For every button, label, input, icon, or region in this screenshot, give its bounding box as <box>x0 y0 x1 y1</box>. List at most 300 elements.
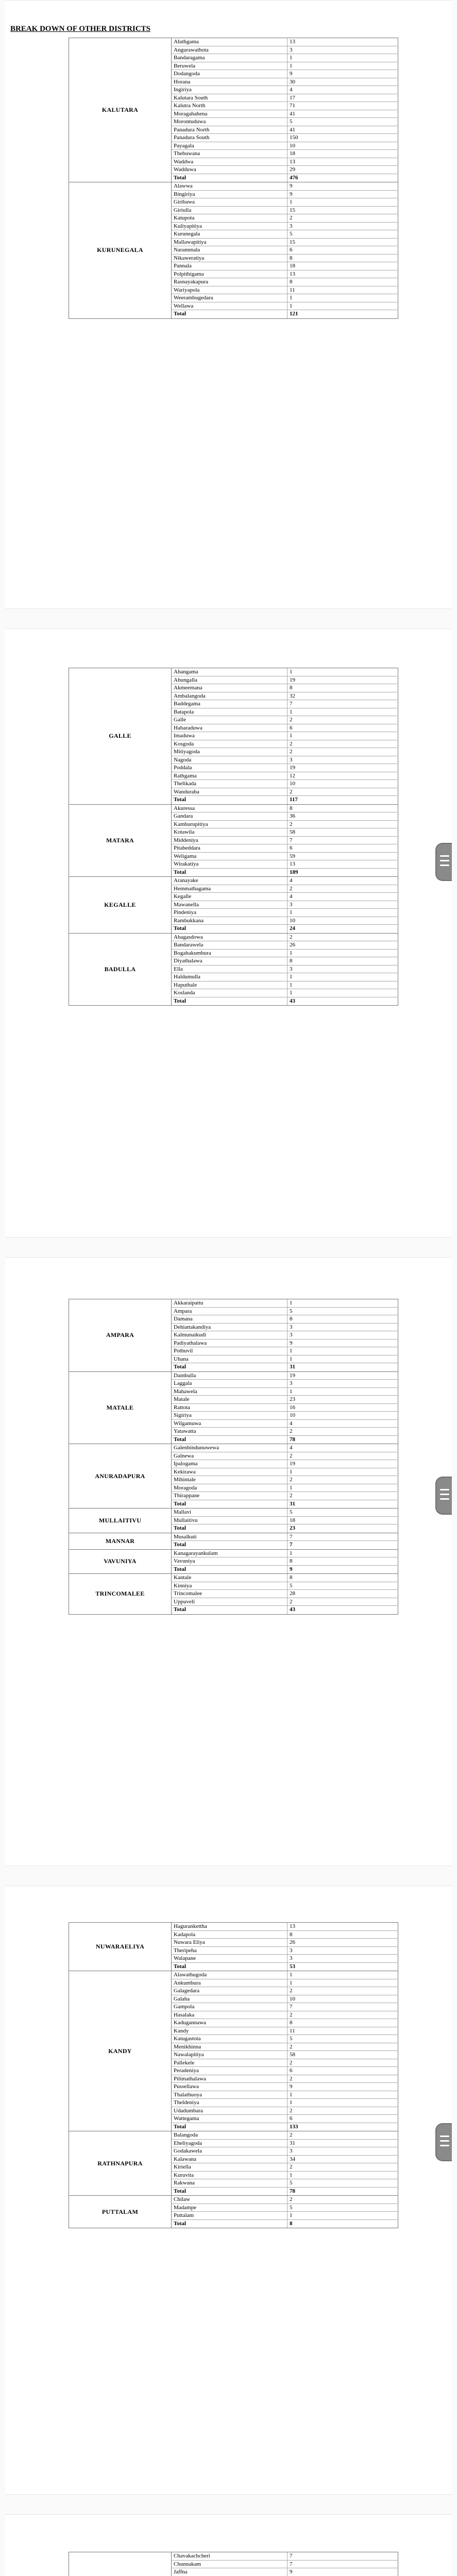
area-count: 1 <box>287 62 398 70</box>
table-row <box>172 1404 398 1412</box>
area-count: 2 <box>287 1476 398 1484</box>
table-row <box>172 1380 398 1388</box>
area-count: 7 <box>287 2561 398 2568</box>
area-count: 2 <box>287 788 398 796</box>
table-row <box>172 255 398 263</box>
table-row <box>172 1517 398 1525</box>
total-row <box>172 997 398 1006</box>
area-name: Panadura South <box>172 134 287 142</box>
table-row <box>172 893 398 901</box>
area-count: 150 <box>287 134 398 142</box>
district-rows <box>172 1533 398 1549</box>
area-name: Madampe <box>172 2204 287 2212</box>
area-name: Thebuwana <box>172 150 287 158</box>
area-count: 2 <box>287 821 398 828</box>
area-count: 1 <box>287 950 398 957</box>
district-name: KURUNEGALA <box>69 182 172 318</box>
area-name: Habaraduwa <box>172 724 287 732</box>
total-value: 43 <box>287 997 398 1006</box>
area-count: 3 <box>287 1324 398 1331</box>
document-title: BREAK DOWN OF OTHER DISTRICTS <box>10 25 150 33</box>
area-count: 3 <box>287 756 398 764</box>
area-count: 3 <box>287 901 398 909</box>
area-name: Ahangama <box>172 668 287 676</box>
table-row <box>172 941 398 950</box>
table-row <box>172 692 398 701</box>
table-row <box>172 2204 398 2212</box>
table-row <box>172 1590 398 1598</box>
table-row <box>172 270 398 279</box>
area-count: 8 <box>287 957 398 965</box>
area-count: 8 <box>287 278 398 286</box>
area-count: 6 <box>287 2067 398 2075</box>
table-row <box>172 62 398 71</box>
table-row <box>172 1331 398 1340</box>
table-row <box>172 901 398 909</box>
table-row <box>172 78 398 87</box>
district-group <box>69 1299 398 1371</box>
total-row <box>172 1500 398 1509</box>
table-row <box>172 286 398 295</box>
table-row <box>172 805 398 813</box>
table-row <box>172 1533 398 1541</box>
district-group <box>69 1508 398 1533</box>
district-rows <box>172 1971 398 2131</box>
area-count: 2 <box>287 1987 398 1995</box>
area-count: 2 <box>287 934 398 941</box>
area-count: 32 <box>287 692 398 700</box>
table-row <box>172 2091 398 2099</box>
area-count: 9 <box>287 70 398 78</box>
area-name: Wadduwa <box>172 166 287 174</box>
table-row <box>172 748 398 756</box>
table-row <box>172 812 398 821</box>
total-label: Total <box>172 1566 287 1574</box>
district-name: GALLE <box>69 668 172 804</box>
area-count: 4 <box>287 893 398 901</box>
area-name: Kegalle <box>172 893 287 901</box>
area-name: Galle <box>172 716 287 724</box>
side-menu-button[interactable] <box>435 843 452 881</box>
area-name: Sigiriya <box>172 1412 287 1419</box>
total-label: Total <box>172 2123 287 2131</box>
area-count: 7 <box>287 2552 398 2560</box>
area-count: 3 <box>287 965 398 973</box>
area-name: Galnewa <box>172 1452 287 1460</box>
area-count: 1 <box>287 1550 398 1557</box>
area-name: Pussellawa <box>172 2083 287 2091</box>
area-count: 34 <box>287 2156 398 2163</box>
total-row <box>172 1963 398 1971</box>
area-count: 1 <box>287 1484 398 1492</box>
total-value: 117 <box>287 796 398 804</box>
table-row <box>172 716 398 724</box>
area-name: Abagasdowa <box>172 934 287 941</box>
district-group <box>69 2552 398 2576</box>
area-name: Rathgama <box>172 772 287 780</box>
area-name: Panadura North <box>172 126 287 134</box>
menu-lines-icon <box>440 2136 449 2149</box>
area-name: Polpithigama <box>172 270 287 278</box>
area-count: 9 <box>287 2083 398 2091</box>
table-row <box>172 2067 398 2075</box>
table-row <box>172 142 398 150</box>
table-row <box>172 2552 398 2561</box>
table-row <box>172 732 398 740</box>
table-row <box>172 198 398 207</box>
area-name: Chilaw <box>172 2196 287 2204</box>
area-count: 26 <box>287 1939 398 1946</box>
table-row <box>172 2059 398 2067</box>
area-count: 19 <box>287 764 398 772</box>
area-name: Aranayake <box>172 877 287 885</box>
area-name: Mitiyagoda <box>172 748 287 756</box>
area-name: Peradeniya <box>172 2067 287 2075</box>
area-name: Akuressa <box>172 805 287 812</box>
district-name: MULLAITIVU <box>69 1509 172 1533</box>
area-name: Galenbindunuwewa <box>172 1444 287 1452</box>
table-row <box>172 1468 398 1477</box>
table-row <box>172 1372 398 1380</box>
area-name: Uhana <box>172 1355 287 1363</box>
area-count: 1 <box>287 1468 398 1476</box>
area-count: 2 <box>287 716 398 724</box>
area-name: Bogahakumbura <box>172 950 287 957</box>
area-count: 9 <box>287 182 398 190</box>
total-label: Total <box>172 1541 287 1549</box>
table-row <box>172 230 398 239</box>
table-row <box>172 2179 398 2188</box>
area-count: 2 <box>287 2011 398 2019</box>
table-row <box>172 102 398 110</box>
area-count: 8 <box>287 1557 398 1565</box>
table-row <box>172 2212 398 2220</box>
area-count: 13 <box>287 38 398 46</box>
area-count: 12 <box>287 772 398 780</box>
district-rows <box>172 2552 398 2576</box>
area-count: 7 <box>287 700 398 708</box>
area-name: Waddwa <box>172 158 287 166</box>
table-row <box>172 2043 398 2052</box>
district-name: KEGALLE <box>69 877 172 933</box>
area-count: 8 <box>287 1574 398 1582</box>
district-name <box>69 2552 172 2576</box>
total-value: 78 <box>287 1436 398 1444</box>
table-row <box>172 1452 398 1461</box>
district-group <box>69 668 398 804</box>
table-row <box>172 262 398 270</box>
area-name: Ipalogama <box>172 1460 287 1468</box>
table-row <box>172 1388 398 1396</box>
area-name: Nawalapitiya <box>172 2051 287 2059</box>
area-name: Mawanella <box>172 901 287 909</box>
total-row <box>172 2220 398 2228</box>
area-name: Giribawa <box>172 198 287 206</box>
table-row <box>172 2172 398 2180</box>
district-rows <box>172 668 398 804</box>
table-row <box>172 38 398 46</box>
area-name: Mallawapitiya <box>172 239 287 246</box>
district-name: KANDY <box>69 1971 172 2131</box>
district-group <box>69 1371 398 1444</box>
area-name: Diyathalawa <box>172 957 287 965</box>
district-rows <box>172 1574 398 1614</box>
area-count: 3 <box>287 2147 398 2155</box>
total-value: 24 <box>287 925 398 933</box>
district-group <box>69 1549 398 1574</box>
area-count: 10 <box>287 1995 398 2003</box>
total-row <box>172 2188 398 2196</box>
table-row <box>172 917 398 925</box>
area-count: 58 <box>287 2051 398 2059</box>
area-count: 5 <box>287 2035 398 2043</box>
area-name: Wellawa <box>172 302 287 310</box>
area-name: Pilimathalawa <box>172 2075 287 2083</box>
area-count: 4 <box>287 877 398 885</box>
area-count: 3 <box>287 1947 398 1955</box>
total-label: Total <box>172 1363 287 1371</box>
area-name: Balangoda <box>172 2131 287 2139</box>
area-count: 1 <box>287 1355 398 1363</box>
table-row <box>172 1347 398 1355</box>
total-label: Total <box>172 1963 287 1971</box>
area-name: Dodangoda <box>172 70 287 78</box>
area-name: Theripeha <box>172 1947 287 1955</box>
table-row <box>172 1355 398 1364</box>
area-name: Wirakatiya <box>172 860 287 868</box>
district-name: ANURADAPURA <box>69 1444 172 1508</box>
area-name: Kandy <box>172 2027 287 2035</box>
area-name: Wanduraba <box>172 788 287 796</box>
area-name: Poddala <box>172 764 287 772</box>
area-count: 2 <box>287 1428 398 1435</box>
area-count: 1 <box>287 981 398 989</box>
area-count: 5 <box>287 1582 398 1590</box>
district-table <box>69 1922 398 2228</box>
area-name: Alawwa <box>172 182 287 190</box>
table-row <box>172 1598 398 1606</box>
table-row <box>172 965 398 974</box>
area-name: Wattegama <box>172 2115 287 2123</box>
area-name: Theldeniya <box>172 2099 287 2107</box>
table-row <box>172 302 398 311</box>
area-count: 8 <box>287 255 398 262</box>
total-label: Total <box>172 1524 287 1533</box>
district-rows <box>172 2131 398 2195</box>
area-count: 41 <box>287 110 398 118</box>
district-name: PUTTALAM <box>69 2196 172 2228</box>
area-name: Kekirawa <box>172 1468 287 1476</box>
area-count: 2 <box>287 2075 398 2083</box>
area-count: 5 <box>287 230 398 238</box>
district-name: BADULLA <box>69 934 172 1006</box>
area-name: Galaha <box>172 1995 287 2003</box>
district-group <box>69 876 398 933</box>
table-row <box>172 1315 398 1324</box>
table-row <box>172 788 398 796</box>
table-row <box>172 957 398 965</box>
table-row <box>172 1923 398 1931</box>
area-name: Walapane <box>172 1955 287 1962</box>
district-name: MATARA <box>69 805 172 877</box>
total-value: 7 <box>287 1541 398 1549</box>
side-menu-button[interactable] <box>435 2123 452 2161</box>
total-label: Total <box>172 1500 287 1509</box>
table-row <box>172 668 398 676</box>
table-row <box>172 54 398 62</box>
district-name: MATALE <box>69 1372 172 1444</box>
district-name: RATHNAPURA <box>69 2131 172 2195</box>
area-name: Bandaragama <box>172 54 287 62</box>
area-name: Matale <box>172 1396 287 1403</box>
table-row <box>172 837 398 845</box>
table-row <box>172 2131 398 2140</box>
area-count: 5 <box>287 1308 398 1315</box>
area-count: 26 <box>287 941 398 949</box>
area-count: 2 <box>287 2059 398 2067</box>
total-value: 31 <box>287 1363 398 1371</box>
area-name: Baddegama <box>172 700 287 708</box>
area-name: Batapola <box>172 708 287 716</box>
area-name: Kalutra North <box>172 102 287 110</box>
table-row <box>172 2561 398 2569</box>
table-row <box>172 724 398 733</box>
area-count: 13 <box>287 1923 398 1930</box>
area-name: Mihintale <box>172 1476 287 1484</box>
area-name: Uppuveli <box>172 1598 287 1606</box>
district-group <box>69 38 398 182</box>
area-name: Katugastota <box>172 2035 287 2043</box>
area-count: 2 <box>287 1452 398 1460</box>
area-name: Chunnakam <box>172 2561 287 2568</box>
area-count: 2 <box>287 885 398 893</box>
area-count: 10 <box>287 780 398 788</box>
table-row <box>172 2140 398 2148</box>
area-name: Akkaraipattu <box>172 1299 287 1307</box>
table-row <box>172 828 398 837</box>
area-name: Weligama <box>172 853 287 860</box>
area-name: Dehiattakandiya <box>172 1324 287 1331</box>
area-count: 5 <box>287 118 398 126</box>
district-group <box>69 1444 398 1508</box>
area-count: 8 <box>287 1315 398 1323</box>
district-table <box>69 1299 398 1615</box>
area-count: 8 <box>287 684 398 692</box>
table-row <box>172 1299 398 1308</box>
table-row <box>172 1947 398 1955</box>
table-row <box>172 844 398 853</box>
total-label: Total <box>172 796 287 804</box>
total-value: 189 <box>287 869 398 877</box>
area-name: Wilgamuwa <box>172 1420 287 1428</box>
total-label: Total <box>172 2188 287 2196</box>
area-name: Morontuduwa <box>172 118 287 126</box>
table-row <box>172 2035 398 2043</box>
area-name: Ankumbura <box>172 1979 287 1987</box>
area-name: Rambukkana <box>172 917 287 925</box>
area-count: 59 <box>287 853 398 860</box>
area-name: Rakwana <box>172 2179 287 2187</box>
district-table <box>69 2552 398 2576</box>
area-count: 19 <box>287 1460 398 1468</box>
table-row <box>172 118 398 126</box>
area-name: Haldumulla <box>172 973 287 981</box>
district-rows <box>172 805 398 877</box>
total-row <box>172 174 398 182</box>
table-row <box>172 821 398 829</box>
district-group <box>69 2195 398 2228</box>
total-row <box>172 1566 398 1574</box>
area-count: 8 <box>287 2019 398 2027</box>
total-label: Total <box>172 869 287 877</box>
area-count: 13 <box>287 158 398 166</box>
area-name: Laggala <box>172 1380 287 1387</box>
district-name: KALUTARA <box>69 38 172 182</box>
area-count: 2 <box>287 2196 398 2204</box>
district-rows <box>172 38 398 182</box>
table-row <box>172 708 398 717</box>
table-row <box>172 294 398 302</box>
table-row <box>172 764 398 772</box>
total-value: 31 <box>287 1500 398 1509</box>
side-menu-button[interactable] <box>435 1477 452 1515</box>
total-value: 476 <box>287 174 398 182</box>
table-row <box>172 2568 398 2576</box>
total-row <box>172 1606 398 1614</box>
area-count: 29 <box>287 166 398 174</box>
area-name: Ampara <box>172 1308 287 1315</box>
area-name: Gandara <box>172 812 287 820</box>
area-name: Haputhale <box>172 981 287 989</box>
area-count: 19 <box>287 1372 398 1380</box>
area-count: 1 <box>287 2172 398 2179</box>
area-name: Narammala <box>172 246 287 254</box>
table-row <box>172 70 398 78</box>
table-row <box>172 885 398 893</box>
page-card <box>5 1886 452 2495</box>
area-name: Ambalangoda <box>172 692 287 700</box>
table-row <box>172 1308 398 1316</box>
table-row <box>172 1396 398 1404</box>
district-rows <box>172 1550 398 1574</box>
total-label: Total <box>172 1436 287 1444</box>
table-row <box>172 2115 398 2123</box>
area-count: 19 <box>287 676 398 684</box>
area-name: Wariyapola <box>172 286 287 294</box>
area-name: Kalmunaikudi <box>172 1331 287 1339</box>
area-count: 2 <box>287 1598 398 1606</box>
district-group <box>69 1533 398 1549</box>
table-row <box>172 1979 398 1988</box>
area-count: 5 <box>287 1509 398 1516</box>
table-row <box>172 981 398 990</box>
area-name: Moragoda <box>172 1484 287 1492</box>
table-row <box>172 1484 398 1493</box>
table-row <box>172 110 398 118</box>
area-name: Thalathuoya <box>172 2091 287 2099</box>
area-name: Vavuniya <box>172 1557 287 1565</box>
area-count: 4 <box>287 1420 398 1428</box>
total-value: 43 <box>287 1606 398 1614</box>
area-name: Hemmathagama <box>172 885 287 893</box>
area-count: 1 <box>287 668 398 676</box>
total-value: 133 <box>287 2123 398 2131</box>
total-row <box>172 1524 398 1533</box>
area-name: Bingiriya <box>172 191 287 198</box>
menu-lines-icon <box>440 855 449 869</box>
area-count: 1 <box>287 708 398 716</box>
area-name: Musalkuti <box>172 1533 287 1541</box>
